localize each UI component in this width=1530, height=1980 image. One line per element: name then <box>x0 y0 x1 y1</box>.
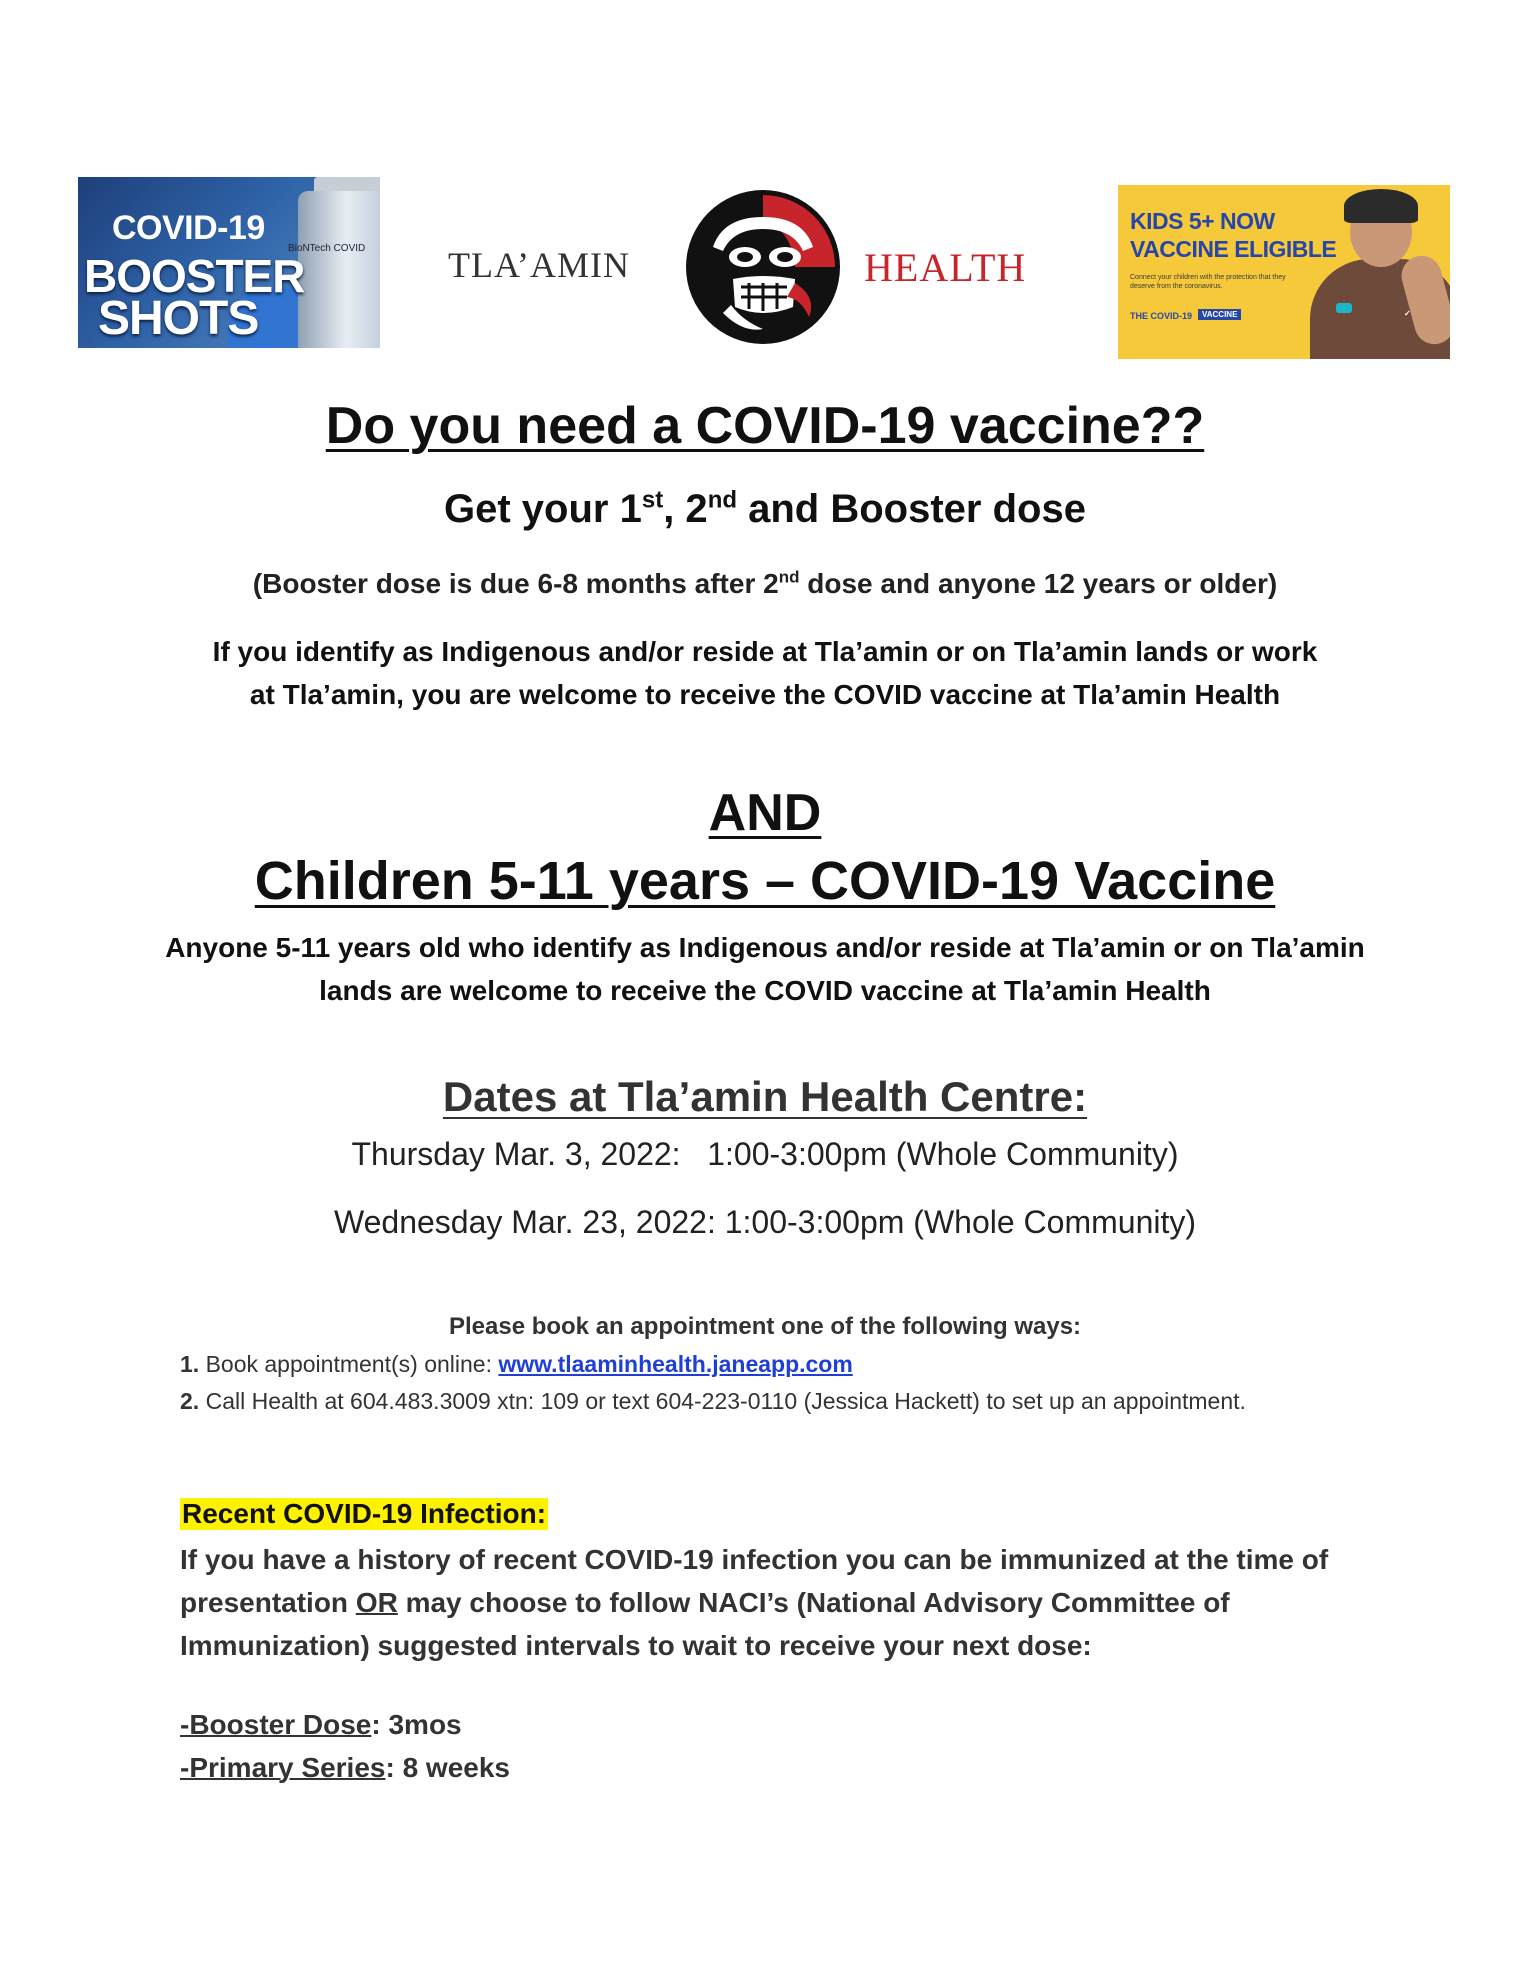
booster-image-line1: COVID-19 <box>112 209 265 247</box>
children-text: Anyone 5-11 years old who identify as Indigenous and/or reside at Tla’amin or on Tla’amin lands are welcome to receive the COVID vaccine at Tla’amin Health <box>165 932 1365 1006</box>
booking-title: Please book an appointment one of the following ways: <box>448 1313 1082 1340</box>
booking-step-online <box>180 1346 1360 1383</box>
kids-tag: THE COVID-19 <box>1130 311 1193 321</box>
recent-infection-body <box>180 1538 1340 1667</box>
infection-body-pre: If you have a history of recent COVID-19 infection you can be immunized at the time of presentation <box>180 1544 1329 1618</box>
booster-image-line3: SHOTS <box>98 292 259 345</box>
org-name-left: TLA’AMIN <box>448 245 630 285</box>
kids-headline <box>1130 207 1336 263</box>
step2-number: 2. <box>180 1388 200 1414</box>
eligibility-text: If you identify as Indigenous and/or reside at Tla’amin or on Tla’amin lands or work at Tla’amin, you are welcome to receive the COVID vaccine at Tla’amin Health <box>212 636 1318 710</box>
step1-number: 1. <box>180 1351 200 1377</box>
infection-body-or: OR <box>355 1587 398 1618</box>
kids-subtext: Connect your children with the protection that they deserve from the coronavirus. <box>1130 274 1286 290</box>
vaccine-vial-shape <box>298 191 380 348</box>
kids-tag-box: VACCINE <box>1198 309 1241 320</box>
interval-value: : 8 weeks <box>385 1752 510 1783</box>
kids-headline-line2: VACCINE ELIGIBLE <box>1130 236 1337 262</box>
booster-image-line2: BOOSTER <box>84 250 305 302</box>
date-row: Thursday Mar. 3, 2022: 1:00-3:00pm (Whole Community) <box>351 1136 1179 1172</box>
booster-note <box>0 568 1530 600</box>
dose-line-sup1: st <box>641 486 664 514</box>
question-title: Do you need a COVID-19 vaccine?? <box>325 397 1205 455</box>
vial-label: BioNTech COVID <box>288 243 366 254</box>
interval-value: : 3mos <box>371 1709 462 1740</box>
infection-body-post: may choose to follow NACI’s (National Advisory Committee of Immunization) suggested intervals to wait to receive your next dose: <box>180 1587 1230 1661</box>
interval-key: -Booster Dose <box>180 1709 372 1740</box>
org-name-right: HEALTH <box>864 245 1027 290</box>
dose-line <box>0 487 1530 532</box>
children-title: Children 5-11 years – COVID-19 Vaccine <box>254 851 1276 911</box>
dose-line-mid: , 2 <box>663 487 708 531</box>
booster-note-pre: (Booster dose is due 6-8 months after 2 <box>252 568 779 599</box>
kids-eligible-image <box>1118 185 1450 359</box>
recent-infection-label: Recent COVID-19 Infection: <box>182 1498 547 1529</box>
dose-line-post: and Booster dose <box>737 487 1086 531</box>
booking-step-call <box>180 1383 1360 1420</box>
dates-title: Dates at Tla’amin Health Centre: <box>442 1073 1088 1120</box>
interval-key: -Primary Series <box>180 1752 386 1783</box>
dose-line-pre: Get your 1 <box>444 487 642 531</box>
booster-note-sup: nd <box>778 567 800 587</box>
interval-primary <box>180 1752 510 1784</box>
dose-line-sup2: nd <box>707 486 738 514</box>
tlaamin-health-logo <box>683 187 843 347</box>
bandaid-shape <box>1336 303 1352 313</box>
step2-text: Call Health at 604.483.3009 xtn: 109 or text 604-223-0110 (Jessica Hackett) to set up an appointment. <box>199 1388 1246 1414</box>
date-row: Wednesday Mar. 23, 2022: 1:00-3:00pm (Whole Community) <box>333 1204 1197 1240</box>
booster-note-post: dose and anyone 12 years or older) <box>799 568 1278 599</box>
step1-text: Book appointment(s) online: <box>199 1351 499 1377</box>
and-title: AND <box>708 784 822 842</box>
kids-headline-line1: KIDS 5+ NOW <box>1130 208 1275 234</box>
brand-mark-icon: ✓ <box>1404 309 1411 318</box>
interval-booster <box>180 1709 462 1741</box>
booking-link[interactable]: www.tlaaminhealth.janeapp.com <box>498 1351 853 1377</box>
child-hat-shape <box>1344 189 1418 223</box>
booster-shots-image <box>78 177 380 348</box>
